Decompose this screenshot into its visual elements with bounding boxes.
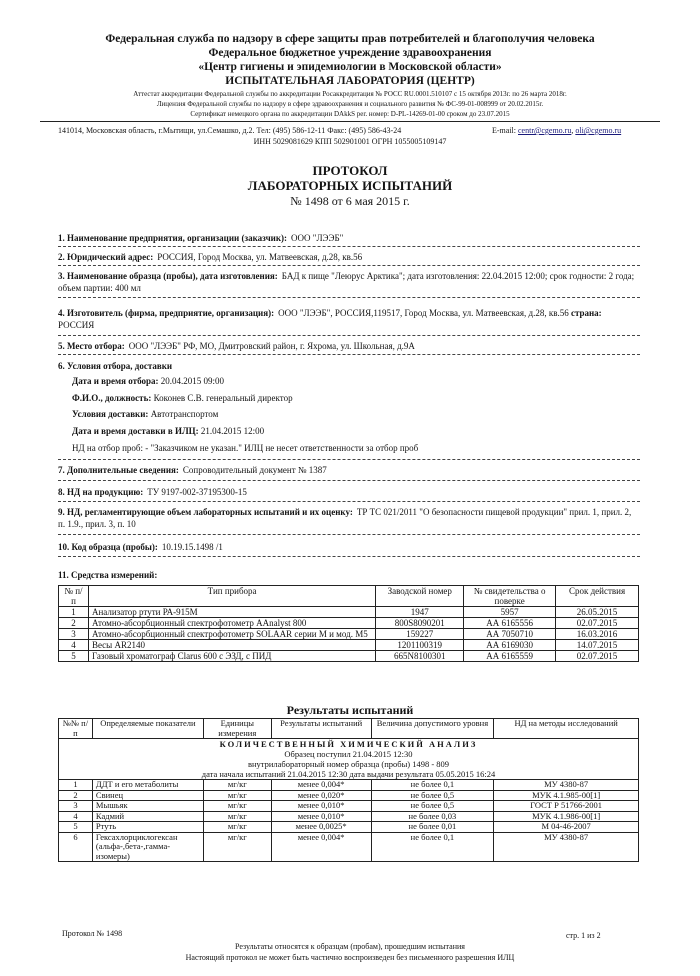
section-10 [58,541,640,553]
sampling-date-label: Дата и время отбора: [72,376,159,386]
table-cell: Атомно-абсорбционный спектрофотометр AAnalyst 800 [88,618,375,629]
sampling-date-value: 20.04.2015 09:00 [160,376,224,386]
table-cell: не более 0,01 [371,822,494,833]
section-6-delivery-date [72,426,264,436]
table-cell: не более 0,1 [371,780,494,791]
col-header: №№ п/п [59,719,93,739]
table-row [59,607,639,618]
divider [58,480,640,481]
table-cell: 1 [59,780,93,791]
table-cell: 665N8100301 [376,651,464,662]
section-4 [58,307,640,331]
table-cell: Весы AR2140 [88,640,375,651]
table-cell: 3 [59,801,93,812]
section-11-label: 11. Средства измерений: [58,570,158,580]
table-cell: 1 [59,607,89,618]
table-row [59,801,639,812]
table-cell: МУК 4.1.986-00[1] [494,811,639,822]
table-cell: МУ 4380-87 [494,832,639,862]
section-5-label: 5. Место отбора: [58,341,125,351]
table-cell: мг/кг [203,801,271,812]
divider [58,297,640,298]
section-6-fio [72,393,293,403]
section-4-country-label: страна: [570,308,602,318]
table-row [59,640,639,651]
table-cell: М 04-46-2007 [494,822,639,833]
table-row [59,822,639,833]
protocol-title: ПРОТОКОЛ [312,163,388,178]
col-header: Единицы измерения [203,719,271,739]
table-cell: АА 6165559 [464,651,556,662]
section-3-value: БАД к пище "Леюрус Арктика"; дата изготовления: 22.04.2015 12:00; срок годности: 2 года; объем партии: 400 мл [58,271,635,293]
table-cell: не более 0,5 [371,801,494,812]
instruments-header-row [59,586,639,607]
section-2 [58,251,640,263]
section-6-heading [58,360,640,372]
divider [58,335,640,336]
header-license: Лицензия Федеральной службы по надзору в сфере здравоохранения и социального развития № ФС-99-01-008999 от 20.02.2015г. [156,100,544,108]
table-row [59,790,639,801]
section-1-value: ООО "ЛЭЭБ" [291,233,344,243]
analysis-info-row [59,739,639,780]
section-5 [58,340,640,352]
divider [58,556,640,557]
table-cell: менее 0,004* [271,780,371,791]
section-11 [58,569,640,581]
internal-number: внутрилабораторный номер образца (пробы) 1498 - 809 [247,759,450,769]
table-row [59,618,639,629]
divider [58,265,640,266]
table-cell: менее 0,004* [271,832,371,862]
table-cell: не более 0,1 [371,832,494,862]
table-cell: мг/кг [203,822,271,833]
table-cell: 2 [59,790,93,801]
header-divider [40,121,660,122]
table-cell: Ртуть [92,822,203,833]
section-6-label: 6. Условия отбора, доставки [58,361,173,371]
header-address: 141014, Московская область, г.Мытищи, ул.Семашко, д.2. Тел: (495) 586-12-11 Факс: (495) 586-43-24 [58,126,402,135]
table-cell: мг/кг [203,811,271,822]
table-row [59,811,639,822]
delivery-date-label: Дата и время доставки в ИЛЦ: [72,426,199,436]
fio-label: Ф.И.О., должность: [72,393,152,403]
table-cell: 2 [59,618,89,629]
table-cell: менее 0,010* [271,801,371,812]
header-lab: ИСПЫТАТЕЛЬНАЯ ЛАБОРАТОРИЯ (ЦЕНТР) [225,75,475,87]
delivery-value: Автотранспортом [150,409,219,419]
delivery-date-value: 21.04.2015 12:00 [200,426,265,436]
table-cell: менее 0,020* [271,790,371,801]
table-cell: Гексахлорциклогексан (альфа-,бета-,гамма-изомеры) [92,832,203,862]
table-cell: 02.07.2015 [556,651,639,662]
table-cell: АА 6169030 [464,640,556,651]
table-cell: Кадмий [92,811,203,822]
section-9-value: ТР ТС 021/2011 "О безопасности пищевой продукции" прил. 1, прил. 2, п. 1.9., прил. 3, п. 10 [58,507,632,529]
table-row [59,780,639,791]
table-cell: 14.07.2015 [556,640,639,651]
table-cell: ГОСТ Р 51766-2001 [494,801,639,812]
sample-received: Образец поступил 21.04.2015 12:30 [284,749,413,759]
results-title: Результаты испытаний [286,703,414,717]
section-1-label: 1. Наименование предприятия, организации (заказчик): [58,233,288,243]
email-label: E-mail: [492,126,516,135]
footer-note-results: Результаты относятся к образцам (пробам), прошедшим испытания [235,942,465,951]
table-cell: 16.03.2016 [556,629,639,640]
table-cell: 5 [59,651,89,662]
results-header-row [59,719,639,739]
test-dates: дата начала испытаний 21.04.2015 12:30 дата выдачи результата 05.05.2015 16:24 [201,769,496,779]
table-cell: менее 0,0025* [271,822,371,833]
table-cell: не более 0,5 [371,790,494,801]
analysis-title: КОЛИЧЕСТВЕННЫЙ ХИМИЧЕСКИЙ АНАЛИЗ [219,739,478,749]
table-cell: 1947 [376,607,464,618]
header-certificate: Сертификат немецкого органа по аккредитации DAkkS рег. номер: D-PL-14269-01-00 сроком до 23.07.2015 [190,110,510,118]
section-3-label: 3. Наименование образца (пробы), дата изготовления: [58,271,278,281]
divider [58,534,640,535]
table-cell: 02.07.2015 [556,618,639,629]
section-2-value: РОССИЯ, Город Москва, ул. Матвеевская, д.28, кв.56 [157,252,363,262]
table-cell: 1201100319 [376,640,464,651]
section-7 [58,464,640,476]
divider [58,354,640,355]
col-header: Определяемые показатели [92,719,203,739]
table-cell: 5 [59,822,93,833]
header-email-block: E-mail: centr@cgemo.ru, oli@cgemo.ru [492,126,622,135]
table-row [59,832,639,862]
table-cell: Газовый хроматограф Clarus 600 с ЭЗД, с ПИД [88,651,375,662]
section-9 [58,506,640,530]
header-institution: Федеральное бюджетное учреждение здравоохранения [208,47,492,59]
col-header: Результаты испытаний [271,719,371,739]
section-5-value: ООО "ЛЭЭБ" РФ, МО, Дмитровский район, г. Яхрома, ул. Школьная, д.9А [128,341,415,351]
footer-protocol-number: Протокол № 1498 [62,929,123,938]
table-cell: Атомно-абсорбционный спектрофотометр SOLAAR серии M и мод. M5 [88,629,375,640]
section-10-label: 10. Код образца (пробы): [58,542,158,552]
table-cell: 4 [59,811,93,822]
header-center: «Центр гигиены и эпидемиологии в Московской области» [198,61,502,73]
protocol-subtitle: ЛАБОРАТОРНЫХ ИСПЫТАНИЙ [247,178,453,193]
section-3 [58,270,640,294]
section-7-label: 7. Дополнительные сведения: [58,465,179,475]
section-7-value: Сопроводительный документ № 1387 [182,465,327,475]
table-cell: 6 [59,832,93,862]
table-cell: 4 [59,640,89,651]
col-header: Величина допустимого уровня [371,719,494,739]
table-cell: 5957 [464,607,556,618]
table-cell: АА 7050710 [464,629,556,640]
col-header: НД на методы исследований [494,719,639,739]
col-header: № свидетельства о поверке [464,586,556,607]
table-cell: МУ 4380-87 [494,780,639,791]
divider [58,459,640,460]
col-header: Тип прибора [88,586,375,607]
footer-page-number: стр. 1 из 2 [566,931,601,940]
col-header: Заводской номер [376,586,464,607]
table-cell: 26.05.2015 [556,607,639,618]
section-6-sampling-date [72,376,224,386]
table-cell: не более 0,03 [371,811,494,822]
table-row [59,651,639,662]
instruments-table [58,585,639,662]
header-agency: Федеральная служба по надзору в сфере защиты прав потребителей и благополучия человека [105,33,595,45]
table-cell: Анализатор ртути РА-915М [88,607,375,618]
table-cell: мг/кг [203,790,271,801]
section-4-country: РОССИЯ [58,320,95,330]
footer-note-reproduction: Настоящий протокол не может быть частично воспроизведен без письменного разрешения ИЛЦ [185,953,515,962]
section-4-label: 4. Изготовитель (фирма, предприятие, организация): [58,308,275,318]
table-cell: Свинец [92,790,203,801]
section-10-value: 10.19.15.1498 /1 [161,542,223,552]
table-row [59,629,639,640]
section-9-label: 9. НД, регламентирующие объем лабораторных испытаний и их оценку: [58,507,353,517]
table-cell: 3 [59,629,89,640]
section-2-label: 2. Юридический адрес: [58,252,154,262]
section-1 [58,232,640,244]
col-header: № п/п [59,586,89,607]
fio-value: Коконев С.В. генеральный директор [153,393,293,403]
section-6-nd-sampling: НД на отбор проб: - "Заказчиком не указан." ИЛЦ не несет ответственности за отбор проб [72,443,419,453]
results-table [58,718,639,862]
protocol-number: № 1498 от 6 мая 2015 г. [290,194,410,208]
table-cell: 159227 [376,629,464,640]
table-cell: МУК 4.1.985-00[1] [494,790,639,801]
divider [58,246,640,247]
section-8-value: ТУ 9197-002-37195300-15 [147,487,247,497]
table-cell: АА 6165556 [464,618,556,629]
table-cell: 800S8090201 [376,618,464,629]
section-4-value: ООО "ЛЭЭБ", РОССИЯ,119517, Город Москва, ул. Матвеевская, д.28, кв.56 [278,308,569,318]
email-link-oli[interactable]: oli@cgemo.ru [575,126,622,135]
divider [58,501,640,502]
table-cell: Мышьяк [92,801,203,812]
header-accreditation: Аттестат аккредитации Федеральной службы по аккредитации Росаккредитация № РОСС RU.0001.510107 с 15 октября 2013г. по 26 марта 2018г. [133,90,567,98]
table-cell: менее 0,010* [271,811,371,822]
table-cell: мг/кг [203,780,271,791]
section-6-delivery [72,409,218,419]
table-cell: ДДТ и его метаболиты [92,780,203,791]
col-header: Срок действия [556,586,639,607]
section-8 [58,486,640,498]
table-cell: мг/кг [203,832,271,862]
section-8-label: 8. НД на продукцию: [58,487,144,497]
header-ids: ИНН 5029081629 КПП 502901001 ОГРН 1055005109147 [253,137,447,146]
email-link-centr[interactable]: centr@cgemo.ru [518,126,572,135]
delivery-label: Условия доставки: [72,409,149,419]
